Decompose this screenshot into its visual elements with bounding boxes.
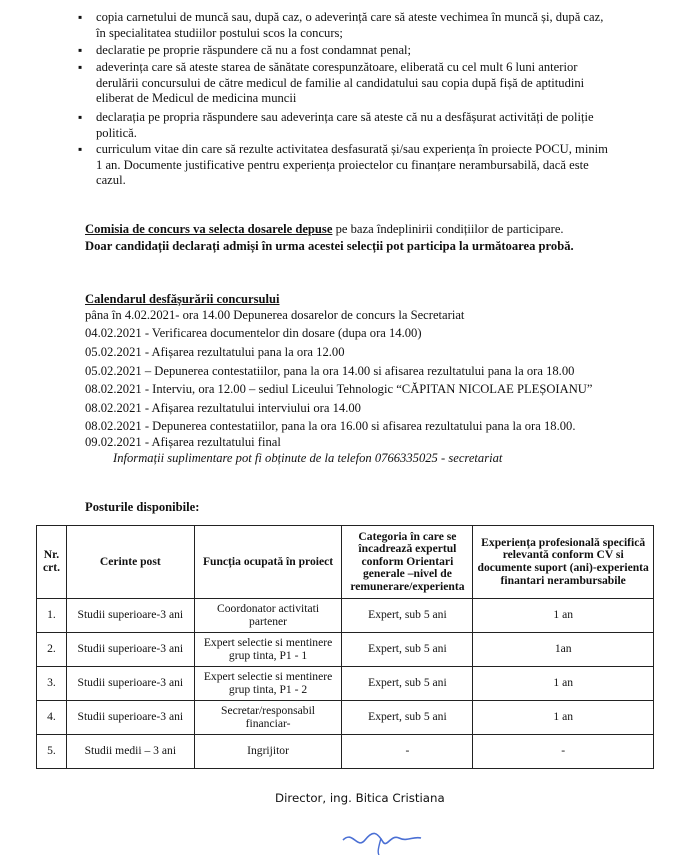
commission-rest: pe baza îndeplinirii condițiilor de participare. xyxy=(332,222,564,236)
cell-nr: 4. xyxy=(37,701,67,735)
requirement-line: derulării concursului de către medicul de familie al candidatului sau copia după fișă de aptitudini xyxy=(96,75,585,90)
header-nr: Nr. crt. xyxy=(37,526,67,599)
cell-nr: 5. xyxy=(37,735,67,769)
requirement-line: eliberat de Medicul de medicina muncii xyxy=(96,91,297,105)
commission-underlined: Comisia de concurs va selecta dosarele depuse xyxy=(85,222,333,236)
director-signature-line: Director, ing. Bitica Cristiana xyxy=(275,791,445,805)
cell-requirements: Studii superioare-3 ani xyxy=(66,633,194,667)
requirement-line: declaratie pe proprie răspundere că nu a fost condamnat penal; xyxy=(96,43,412,57)
cell-category: Expert, sub 5 ani xyxy=(342,633,473,667)
handwritten-signature xyxy=(335,826,425,855)
bullet-icon: ▪ xyxy=(78,10,83,24)
requirement-item xyxy=(78,110,656,141)
cell-experience: 1 an xyxy=(473,599,654,633)
cell-experience: 1 an xyxy=(473,667,654,701)
cell-requirements: Studii superioare-3 ani xyxy=(66,599,194,633)
table-row xyxy=(37,667,654,701)
requirement-item xyxy=(78,142,656,189)
positions-title: Posturile disponibile: xyxy=(85,500,200,514)
requirement-line: adeverința care să ateste starea de sănătate corespunzătoare, eliberată cu cel mult 6 luni anterior xyxy=(96,60,578,74)
cell-category: Expert, sub 5 ani xyxy=(342,667,473,701)
table-row xyxy=(37,735,654,769)
bullet-icon: ▪ xyxy=(78,43,83,57)
calendar-item: 05.02.2021 - Afișarea rezultatului pana la ora 12.00 xyxy=(85,345,345,359)
cell-category: - xyxy=(342,735,473,769)
header-requirements: Cerinte post xyxy=(66,526,194,599)
cell-function: Secretar/responsabil financiar- xyxy=(194,701,342,735)
requirement-item xyxy=(78,43,656,59)
cell-nr: 2. xyxy=(37,633,67,667)
requirement-line: curriculum vitae din care să rezulte activitatea desfasurată și/sau experiența în proiecte POCU, minim xyxy=(96,142,608,156)
cell-experience: - xyxy=(473,735,654,769)
header-category: Categoria în care se încadrează expertul conform Orientari generale –nivel de remunerare/experienta xyxy=(342,526,473,599)
cell-experience: 1 an xyxy=(473,701,654,735)
requirement-line: politică. xyxy=(96,125,137,140)
calendar-info: Informații suplimentare pot fi obținute de la telefon 0766335025 - secretariat xyxy=(113,451,503,465)
cell-category: Expert, sub 5 ani xyxy=(342,599,473,633)
cell-nr: 3. xyxy=(37,667,67,701)
calendar-item: 05.02.2021 – Depunerea contestatiilor, pana la ora 14.00 si afisarea rezultatului pana la ora 18.00 xyxy=(85,364,575,378)
calendar-item: 08.02.2021 - Afișarea rezultatului interviului ora 14.00 xyxy=(85,401,361,415)
cell-experience: 1an xyxy=(473,633,654,667)
cell-function: Coordonator activitati partener xyxy=(194,599,342,633)
calendar-item: 04.02.2021 - Verificarea documentelor din dosare (dupa ora 14.00) xyxy=(85,326,422,340)
bullet-icon: ▪ xyxy=(78,142,83,156)
requirement-line: în specialitatea studiilor postului scos la concurs; xyxy=(96,25,343,40)
commission-paragraph xyxy=(85,222,564,238)
requirement-item xyxy=(78,60,656,107)
cell-requirements: Studii superioare-3 ani xyxy=(66,701,194,735)
header-function: Funcția ocupată în proiect xyxy=(194,526,342,599)
table-header-row xyxy=(37,526,654,599)
requirement-item xyxy=(78,10,656,41)
table-row xyxy=(37,701,654,735)
cell-function: Expert selectie si mentinere grup tinta, P1 - 1 xyxy=(194,633,342,667)
cell-nr: 1. xyxy=(37,599,67,633)
table-row xyxy=(37,599,654,633)
cell-requirements: Studii medii – 3 ani xyxy=(66,735,194,769)
calendar-item: 09.02.2021 - Afișarea rezultatului final xyxy=(85,435,281,449)
cell-requirements: Studii superioare-3 ani xyxy=(66,667,194,701)
cell-function: Ingrijitor xyxy=(194,735,342,769)
requirement-line: declarația pe propria răspundere sau adeverința care să ateste că nu a desfășurat activități de poliție xyxy=(96,110,594,124)
cell-category: Expert, sub 5 ani xyxy=(342,701,473,735)
calendar-item: pâna în 4.02.2021- ora 14.00 Depunerea dosarelor de concurs la Secretariat xyxy=(85,308,465,322)
commission-note: Doar candidații declarați admiși în urma acestei selecții pot participa la următoarea probă. xyxy=(85,239,574,253)
calendar-title: Calendarul desfășurării concursului xyxy=(85,292,280,306)
table-row xyxy=(37,633,654,667)
header-experience: Experiența profesională specifică relevantă conform CV si documente suport (ani)-experienta finantari nerambursabile xyxy=(473,526,654,599)
requirement-line: 1 an. Documente justificative pentru experiența proiectelor cu finanțare nerambursabilă, dacă este xyxy=(96,157,589,172)
calendar-item: 08.02.2021 - Depunerea contestatiilor, pana la ora 16.00 si afisarea rezultatului pana la ora 18.00. xyxy=(85,419,576,433)
requirement-line: copia carnetului de muncă sau, după caz, o adeverință care să ateste vechimea în muncă și, după caz, xyxy=(96,10,604,24)
bullet-icon: ▪ xyxy=(78,110,83,124)
calendar-item: 08.02.2021 - Interviu, ora 12.00 – sediul Liceului Tehnologic “CĂPITAN NICOLAE PLEȘOIANU” xyxy=(85,382,593,396)
positions-table xyxy=(36,525,654,769)
requirement-line: cazul. xyxy=(96,173,126,187)
cell-function: Expert selectie si mentinere grup tinta, P1 - 2 xyxy=(194,667,342,701)
bullet-icon: ▪ xyxy=(78,60,83,74)
